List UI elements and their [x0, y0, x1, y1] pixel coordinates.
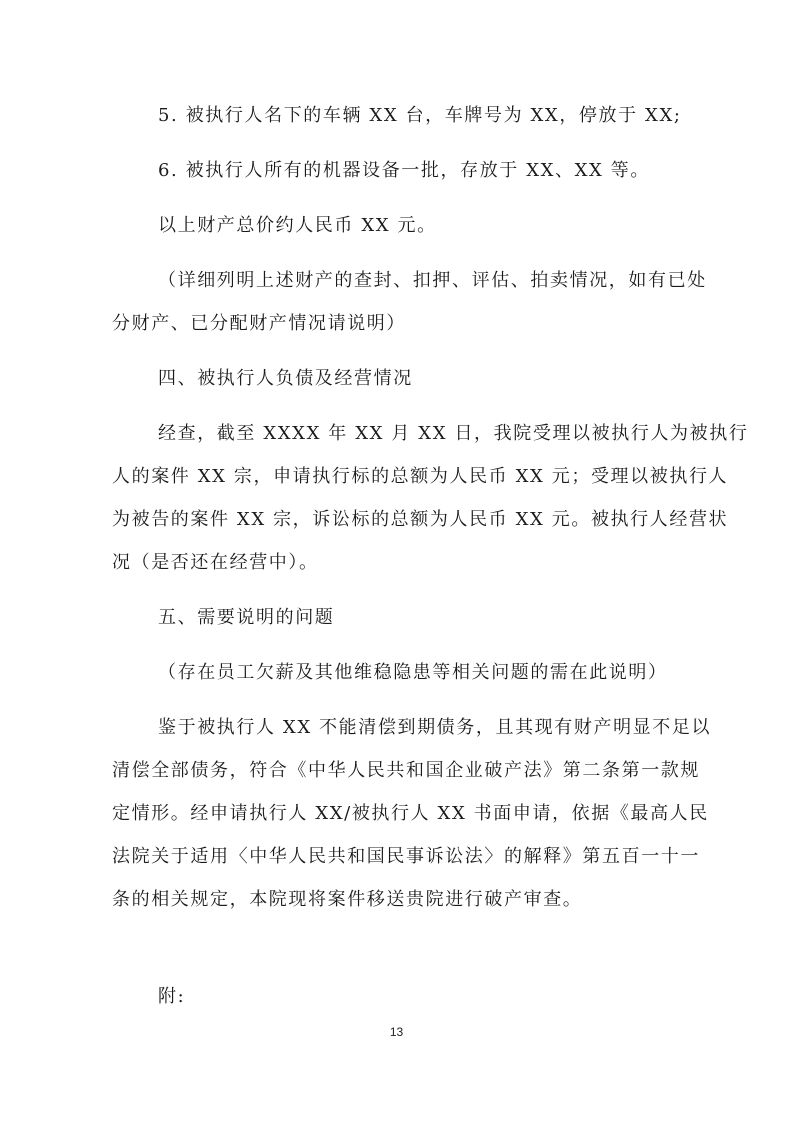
section-heading-debts: 四、被执行人负债及经营情况: [158, 368, 413, 389]
conclusion-line: 定情形。经申请执行人 XX/被执行人 XX 书面申请，依据《最高人民: [112, 803, 709, 824]
conclusion-line: 条的相关规定，本院现将案件移送贵院进行破产审查。: [112, 889, 583, 910]
conclusion-line: 鉴于被执行人 XX 不能清偿到期债务，且其现有财产明显不足以: [158, 717, 712, 738]
asset-note-line: （详细列明上述财产的查封、扣押、评估、拍卖情况，如有已处: [158, 270, 707, 291]
asset-note-line: 分财产、已分配财产情况请说明）: [112, 313, 406, 334]
debts-paragraph-line: 为被告的案件 XX 宗，诉讼标的总额为人民币 XX 元。被执行人经营状: [112, 509, 729, 530]
asset-item-equipment: 6. 被执行人所有的机器设备一批，存放于 XX、XX 等。: [158, 160, 650, 181]
attachment-label: 附:: [158, 986, 186, 1007]
asset-item-vehicles: 5. 被执行人名下的车辆 XX 台，车牌号为 XX，停放于 XX;: [158, 105, 682, 126]
conclusion-line: 清偿全部债务，符合《中华人民共和国企业破产法》第二条第一款规: [112, 760, 700, 781]
issues-note: （存在员工欠薪及其他维稳隐患等相关问题的需在此说明）: [158, 662, 668, 683]
page-number: 13: [389, 1025, 404, 1039]
debts-paragraph-line: 人的案件 XX 宗，申请执行标的总额为人民币 XX 元；受理以被执行人: [112, 466, 729, 487]
section-heading-issues: 五、需要说明的问题: [158, 607, 335, 628]
conclusion-line: 法院关于适用〈中华人民共和国民事诉讼法〉的解释》第五百一十一: [112, 846, 700, 867]
debts-paragraph-line: 经查，截至 XXXX 年 XX 月 XX 日，我院受理以被执行人为被执行: [158, 423, 749, 444]
asset-total: 以上财产总价约人民币 XX 元。: [158, 215, 437, 236]
debts-paragraph-line: 况（是否还在经营中）。: [112, 552, 319, 573]
